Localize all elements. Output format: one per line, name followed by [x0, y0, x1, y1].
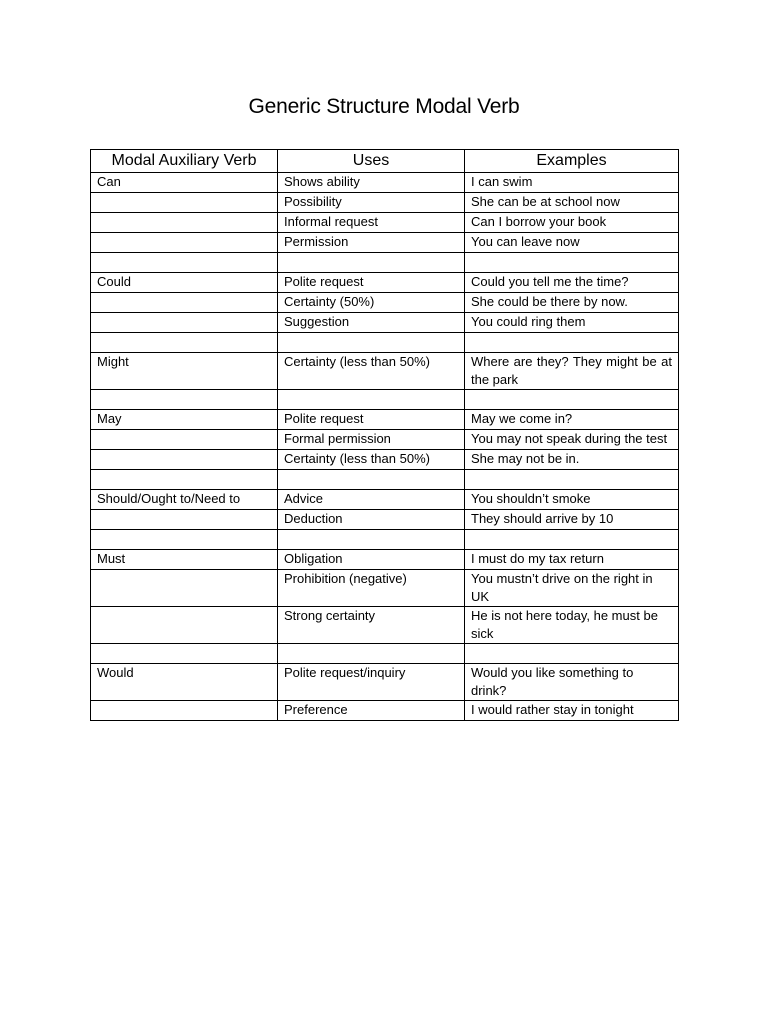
cell-modal-verb [91, 293, 278, 313]
cell-modal-verb: Must [91, 550, 278, 570]
cell-example: I would rather stay in tonight [465, 701, 679, 721]
table-row [91, 293, 679, 313]
cell-example: Could you tell me the time? [465, 273, 679, 293]
cell-example: You may not speak during the test [465, 430, 679, 450]
table-row [91, 450, 679, 470]
cell-modal-verb [91, 313, 278, 333]
table-row [91, 173, 679, 193]
cell-modal-verb [91, 193, 278, 213]
cell-modal-verb [91, 233, 278, 253]
table-row [91, 313, 679, 333]
table-header-row [91, 150, 679, 173]
cell-use: Prohibition (negative) [278, 570, 465, 607]
cell-modal-verb: May [91, 410, 278, 430]
cell-example: May we come in? [465, 410, 679, 430]
cell-use [278, 390, 465, 410]
table-row [91, 701, 679, 721]
header-uses: Uses [278, 150, 465, 173]
cell-modal-verb: Can [91, 173, 278, 193]
table-row [91, 273, 679, 293]
cell-use: Deduction [278, 510, 465, 530]
cell-example [465, 253, 679, 273]
table-row-spacer [91, 530, 679, 550]
table-row-spacer [91, 470, 679, 490]
cell-use [278, 333, 465, 353]
cell-use: Informal request [278, 213, 465, 233]
cell-use: Permission [278, 233, 465, 253]
cell-modal-verb [91, 701, 278, 721]
cell-modal-verb [91, 607, 278, 644]
cell-use [278, 253, 465, 273]
cell-example [465, 644, 679, 664]
cell-modal-verb [91, 333, 278, 353]
cell-modal-verb [91, 450, 278, 470]
cell-example: You could ring them [465, 313, 679, 333]
cell-example [465, 470, 679, 490]
cell-use [278, 644, 465, 664]
cell-modal-verb [91, 570, 278, 607]
table-row [91, 430, 679, 450]
cell-modal-verb [91, 470, 278, 490]
table-row [91, 510, 679, 530]
cell-use: Possibility [278, 193, 465, 213]
table-row [91, 213, 679, 233]
modal-verb-table [90, 149, 679, 721]
cell-modal-verb: Would [91, 664, 278, 701]
header-examples: Examples [465, 150, 679, 173]
table-row-spacer [91, 390, 679, 410]
cell-use [278, 530, 465, 550]
table-row [91, 550, 679, 570]
cell-example: Can I borrow your book [465, 213, 679, 233]
document-title: Generic Structure Modal Verb [248, 95, 520, 118]
cell-use: Polite request [278, 273, 465, 293]
cell-example [465, 390, 679, 410]
cell-use: Advice [278, 490, 465, 510]
cell-use: Certainty (50%) [278, 293, 465, 313]
cell-use: Preference [278, 701, 465, 721]
cell-modal-verb [91, 213, 278, 233]
cell-use: Formal permission [278, 430, 465, 450]
cell-use: Obligation [278, 550, 465, 570]
cell-modal-verb: Might [91, 353, 278, 390]
cell-example: Where are they? They might be at the park [465, 353, 679, 390]
table-row [91, 233, 679, 253]
table-row [91, 193, 679, 213]
cell-modal-verb: Could [91, 273, 278, 293]
table-row [91, 664, 679, 701]
cell-example: You can leave now [465, 233, 679, 253]
cell-use: Suggestion [278, 313, 465, 333]
cell-use [278, 470, 465, 490]
cell-use: Certainty (less than 50%) [278, 353, 465, 390]
cell-example: She may not be in. [465, 450, 679, 470]
cell-example: You mustn’t drive on the right in UK [465, 570, 679, 607]
cell-example: Would you like something to drink? [465, 664, 679, 701]
cell-modal-verb [91, 510, 278, 530]
header-modal-auxiliary-verb: Modal Auxiliary Verb [91, 150, 278, 173]
table-row [91, 570, 679, 607]
cell-example [465, 333, 679, 353]
table-row [91, 490, 679, 510]
cell-modal-verb [91, 430, 278, 450]
table-row [91, 353, 679, 390]
cell-example: He is not here today, he must be sick [465, 607, 679, 644]
cell-modal-verb: Should/Ought to/Need to [91, 490, 278, 510]
cell-example: You shouldn’t smoke [465, 490, 679, 510]
cell-example [465, 530, 679, 550]
table-row [91, 410, 679, 430]
cell-modal-verb [91, 390, 278, 410]
cell-modal-verb [91, 253, 278, 273]
table-row-spacer [91, 333, 679, 353]
cell-example: She could be there by now. [465, 293, 679, 313]
cell-use: Polite request [278, 410, 465, 430]
cell-use: Shows ability [278, 173, 465, 193]
cell-example: She can be at school now [465, 193, 679, 213]
cell-example: I can swim [465, 173, 679, 193]
table-row-spacer [91, 644, 679, 664]
cell-example: They should arrive by 10 [465, 510, 679, 530]
table-row-spacer [91, 253, 679, 273]
cell-example: I must do my tax return [465, 550, 679, 570]
cell-modal-verb [91, 644, 278, 664]
cell-use: Certainty (less than 50%) [278, 450, 465, 470]
cell-use: Strong certainty [278, 607, 465, 644]
table-row [91, 607, 679, 644]
cell-modal-verb [91, 530, 278, 550]
cell-use: Polite request/inquiry [278, 664, 465, 701]
